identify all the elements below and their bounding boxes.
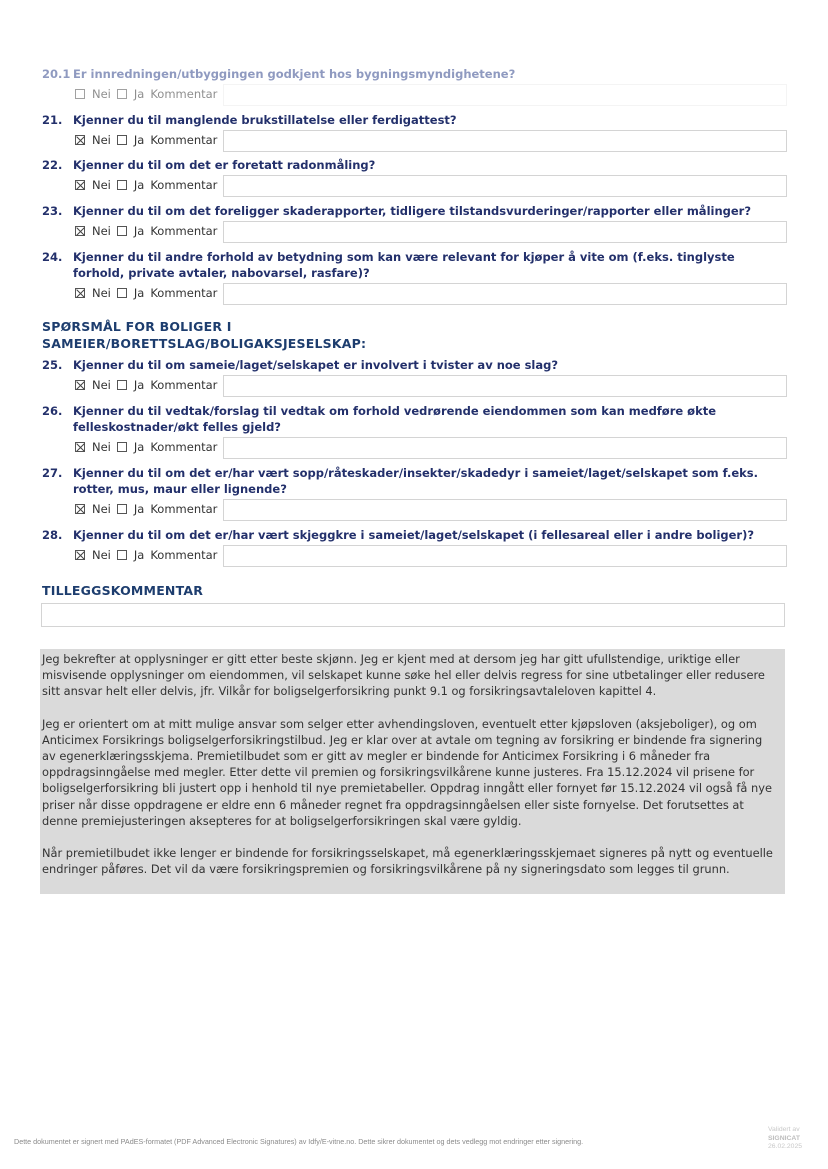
yes-checkbox[interactable] [117, 226, 127, 236]
no-label: Nei [92, 548, 111, 562]
no-label: Nei [92, 502, 111, 516]
no-checkbox[interactable] [75, 89, 85, 99]
question-text: Kjenner du til vedtak/forslag til vedtak om forhold vedrørende eiendommen som kan medføre økte felleskostnader/økt felles gjeld? [73, 404, 717, 434]
question-number: 26. [42, 404, 63, 418]
answer-options [42, 84, 787, 108]
yes-checkbox[interactable] [117, 550, 127, 560]
yes-label: Ja [133, 502, 145, 516]
declaration-text [40, 649, 785, 894]
no-label: Nei [92, 224, 111, 238]
comment-field[interactable] [223, 375, 787, 397]
question-26 [42, 403, 787, 461]
comment-label: Kommentar [150, 286, 218, 300]
comment-label: Kommentar [150, 378, 218, 392]
question-text: Kjenner du til om det er/har vært skjeggkre i sameiet/laget/selskapet (i fellesareal eller i andre boliger)? [73, 528, 755, 542]
no-label: Nei [92, 87, 111, 101]
comment-label: Kommentar [150, 440, 218, 454]
yes-label: Ja [133, 87, 145, 101]
question-21 [42, 112, 787, 154]
comment-field[interactable] [223, 175, 787, 197]
no-label: Nei [92, 133, 111, 147]
question-text: Kjenner du til om det er/har vært sopp/råteskader/insekter/skadedyr i sameiet/laget/selskapet som f.eks. rotter, mus, maur eller lignende? [73, 466, 759, 496]
stamp-date: 26.02.2025 [768, 1143, 803, 1150]
comment-field[interactable] [223, 437, 787, 459]
declaration-paragraph-2: Jeg er orientert om at mitt mulige ansvar som selger etter avhendingsloven, eventuelt etter kjøpsloven (aksjeboliger), og om Anticimex Forsikrings boligselgerforsikringstilbud. Jeg er klar over at avtale om tegning av forsikring er bindende fra signering av egenerklæringsskjema. Premietilbudet som er gitt av megler er bindende for Anticimex Forsikring i 6 måneder fra oppdragsinngåelse med megler. Etter dette vil premien og forsikringsvilkårene kunne justeres. Fra 15.12.2024 vil prisene for boligselgerforsikring bli justert opp i henhold til nye premietabeller. Oppdrag inngått eller fornyet før 15.12.2024 vil også få nye priser når disse oppdragene er eldre enn 6 måneder regnet fra oppdragsinngåelsen eller siste fornyelse. Det forutsettes at denne premiejusteringen aksepteres for at boligselgerforsikringen skal være gyldig. [42, 716, 772, 828]
section-title-line-2: SAMEIER/BORETTSLAG/BOLIGAKSJESELSKAP: [42, 336, 367, 351]
question-text: Kjenner du til om sameie/laget/selskapet er involvert i tvister av noe slag? [73, 358, 559, 372]
comment-field[interactable] [223, 545, 787, 567]
signature-footer: Dette dokumentet er signert med PAdES-formatet (PDF Advanced Electronic Signatures) av Idfy/E-vitne.no. Dette sikrer dokumentet og dets vedlegg mot endringer etter signering. [14, 1137, 584, 1146]
question-text: Er innredningen/utbyggingen godkjent hos bygningsmyndighetene? [73, 67, 516, 81]
additional-comment-field[interactable] [41, 603, 785, 627]
answer-options [42, 437, 787, 461]
question-23 [42, 203, 787, 245]
no-checkbox[interactable] [75, 288, 85, 298]
question-text: Kjenner du til om det er foretatt radonmåling? [73, 158, 376, 172]
no-label: Nei [92, 286, 111, 300]
answer-options [42, 221, 787, 245]
declaration-paragraph-1: Jeg bekrefter at opplysninger er gitt etter beste skjønn. Jeg er kjent med at dersom jeg har gitt ufullstendige, uriktige eller misvisende opplysninger om eiendommen, vil selskapet kunne søke hel eller delvis regress for sine utbetalinger eller redusere sitt ansvar helt eller delvis, jfr. Vilkår for boligselgerforsikring punkt 9.1 og forsikringsavtaleloven kapittel 4. [42, 652, 765, 699]
question-number: 21. [42, 113, 63, 127]
yes-checkbox[interactable] [117, 504, 127, 514]
comment-label: Kommentar [150, 178, 218, 192]
answer-options [42, 499, 787, 523]
no-checkbox[interactable] [75, 550, 85, 560]
comment-field[interactable] [223, 499, 787, 521]
yes-label: Ja [133, 378, 145, 392]
no-label: Nei [92, 378, 111, 392]
question-24 [42, 249, 787, 307]
yes-label: Ja [133, 548, 145, 562]
yes-checkbox[interactable] [117, 288, 127, 298]
question-number: 20.1 [42, 67, 71, 81]
yes-checkbox[interactable] [117, 442, 127, 452]
comment-field[interactable] [223, 221, 787, 243]
yes-label: Ja [133, 133, 145, 147]
answer-options [42, 545, 787, 569]
no-checkbox[interactable] [75, 442, 85, 452]
yes-checkbox[interactable] [117, 135, 127, 145]
stamp-brand: SIGNICAT [768, 1134, 800, 1142]
comment-label: Kommentar [150, 87, 218, 101]
question-27 [42, 465, 787, 523]
answer-options [42, 175, 787, 199]
question-number: 23. [42, 204, 63, 218]
yes-label: Ja [133, 178, 145, 192]
comment-field[interactable] [223, 84, 787, 106]
answer-options [42, 375, 787, 399]
no-label: Nei [92, 440, 111, 454]
no-checkbox[interactable] [75, 504, 85, 514]
question-number: 25. [42, 358, 63, 372]
comment-field[interactable] [223, 130, 787, 152]
signicat-stamp [768, 1126, 802, 1152]
section-title-sameier [42, 318, 366, 352]
comment-label: Kommentar [150, 133, 218, 147]
comment-label: Kommentar [150, 548, 218, 562]
question-28 [42, 527, 787, 569]
question-25 [42, 357, 787, 399]
yes-label: Ja [133, 440, 145, 454]
question-number: 22. [42, 158, 63, 172]
question-number: 24. [42, 250, 63, 264]
yes-label: Ja [133, 224, 145, 238]
question-20-1 [42, 66, 787, 108]
answer-options [42, 283, 787, 307]
stamp-validated-by: Validert av [768, 1126, 800, 1133]
question-text: Kjenner du til andre forhold av betydning som kan være relevant for kjøper å vite om (f.eks. tinglyste forhold, private avtaler, nabovarsel, rasfare)? [73, 250, 735, 280]
question-22 [42, 157, 787, 199]
no-checkbox[interactable] [75, 380, 85, 390]
section-title-line-1: SPØRSMÅL FOR BOLIGER I [42, 319, 232, 334]
yes-label: Ja [133, 286, 145, 300]
comment-field[interactable] [223, 283, 787, 305]
comment-label: Kommentar [150, 224, 218, 238]
no-label: Nei [92, 178, 111, 192]
no-checkbox[interactable] [75, 180, 85, 190]
question-text: Kjenner du til om det foreligger skaderapporter, tidligere tilstandsvurderinger/rapporter eller målinger? [73, 204, 752, 218]
comment-label: Kommentar [150, 502, 218, 516]
question-number: 28. [42, 528, 63, 542]
question-text: Kjenner du til manglende brukstillatelse eller ferdigattest? [73, 113, 457, 127]
question-number: 27. [42, 466, 63, 480]
yes-checkbox[interactable] [117, 89, 127, 99]
additional-comment-title: TILLEGGSKOMMENTAR [42, 583, 204, 598]
declaration-paragraph-3: Når premietilbudet ikke lenger er bindende for forsikringsselskapet, må egenerklæringsskjemaet signeres på nytt og eventuelle endringer påføres. Det vil da være forsikringspremien og forsikringsvilkårene på ny signeringsdato som legges til grunn. [42, 846, 773, 877]
yes-checkbox[interactable] [117, 380, 127, 390]
no-checkbox[interactable] [75, 226, 85, 236]
answer-options [42, 130, 787, 154]
yes-checkbox[interactable] [117, 180, 127, 190]
no-checkbox[interactable] [75, 135, 85, 145]
